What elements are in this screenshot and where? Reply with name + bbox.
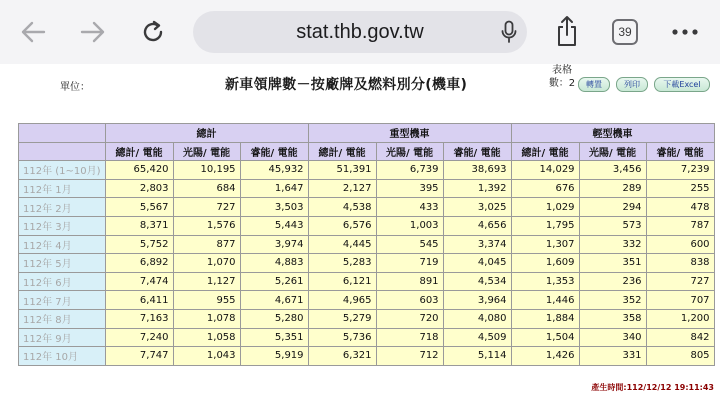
table-row (19, 161, 715, 180)
subcolumn-header: 總計/ 電能 (511, 142, 579, 161)
row-label: 112年 4月 (19, 235, 106, 254)
download-excel-button[interactable]: 下載Excel (654, 77, 710, 92)
subcolumn-header: 總計/ 電能 (105, 142, 173, 161)
back-arrow-icon[interactable] (18, 18, 48, 46)
data-cell: 1,609 (511, 254, 579, 273)
data-cell: 1,200 (646, 309, 714, 328)
data-cell: 1,127 (173, 272, 240, 291)
corner-cell (19, 142, 106, 161)
row-label: 112年 3月 (19, 216, 106, 235)
data-cell: 6,411 (105, 291, 173, 310)
data-cell: 45,932 (240, 161, 308, 180)
data-cell: 340 (579, 328, 646, 347)
row-label: 112年 (1~10月) (19, 161, 106, 180)
data-cell: 4,656 (443, 216, 511, 235)
more-icon[interactable] (670, 18, 700, 46)
data-cell: 1,353 (511, 272, 579, 291)
table-row (19, 254, 715, 273)
data-cell: 14,029 (511, 161, 579, 180)
data-cell: 5,283 (308, 254, 376, 273)
row-label: 112年 5月 (19, 254, 106, 273)
data-cell: 600 (646, 235, 714, 254)
data-cell: 712 (376, 347, 443, 366)
data-cell: 1,078 (173, 309, 240, 328)
group-header-row (19, 124, 715, 143)
data-cell: 5,261 (240, 272, 308, 291)
data-cell: 7,163 (105, 309, 173, 328)
data-cell: 6,739 (376, 161, 443, 180)
data-cell: 1,392 (443, 179, 511, 198)
table-row (19, 198, 715, 217)
data-cell: 395 (376, 179, 443, 198)
row-label: 112年 8月 (19, 309, 106, 328)
data-cell: 1,307 (511, 235, 579, 254)
tabs-icon[interactable]: 39 (612, 19, 638, 45)
data-cell: 5,736 (308, 328, 376, 347)
data-cell: 787 (646, 216, 714, 235)
data-cell: 5,280 (240, 309, 308, 328)
data-cell: 838 (646, 254, 714, 273)
table-row (19, 272, 715, 291)
data-cell: 4,045 (443, 254, 511, 273)
print-button[interactable]: 列印 (616, 77, 648, 92)
data-cell: 955 (173, 291, 240, 310)
corner-cell (19, 124, 106, 143)
data-cell: 1,029 (511, 198, 579, 217)
table-row (19, 291, 715, 310)
data-cell: 1,043 (173, 347, 240, 366)
data-cell: 1,795 (511, 216, 579, 235)
table-row (19, 179, 715, 198)
data-cell: 720 (376, 309, 443, 328)
data-cell: 289 (579, 179, 646, 198)
data-cell: 891 (376, 272, 443, 291)
data-cell: 3,456 (579, 161, 646, 180)
data-cell: 5,351 (240, 328, 308, 347)
data-cell: 719 (376, 254, 443, 273)
browser-toolbar (0, 0, 720, 64)
data-cell: 5,114 (443, 347, 511, 366)
data-cell: 1,884 (511, 309, 579, 328)
data-cell: 351 (579, 254, 646, 273)
row-label: 112年 9月 (19, 328, 106, 347)
data-cell: 8,371 (105, 216, 173, 235)
data-table (18, 123, 715, 366)
data-cell: 676 (511, 179, 579, 198)
data-cell: 1,446 (511, 291, 579, 310)
microphone-icon[interactable] (501, 20, 517, 48)
subcolumn-header: 光陽/ 電能 (376, 142, 443, 161)
url-text[interactable]: stat.thb.gov.tw (296, 21, 424, 43)
row-label: 112年 10月 (19, 347, 106, 366)
data-cell: 1,070 (173, 254, 240, 273)
table-row (19, 216, 715, 235)
data-cell: 5,567 (105, 198, 173, 217)
reload-icon[interactable] (138, 18, 168, 46)
data-cell: 332 (579, 235, 646, 254)
data-cell: 1,426 (511, 347, 579, 366)
table-row (19, 235, 715, 254)
data-cell: 573 (579, 216, 646, 235)
subcolumn-header: 睿能/ 電能 (646, 142, 714, 161)
subcolumn-header: 光陽/ 電能 (173, 142, 240, 161)
data-cell: 545 (376, 235, 443, 254)
data-cell: 4,883 (240, 254, 308, 273)
data-cell: 6,121 (308, 272, 376, 291)
data-cell: 6,576 (308, 216, 376, 235)
table-row (19, 309, 715, 328)
data-cell: 4,534 (443, 272, 511, 291)
group-header-light: 輕型機車 (511, 124, 714, 143)
row-label: 112年 7月 (19, 291, 106, 310)
data-cell: 727 (646, 272, 714, 291)
data-cell: 4,538 (308, 198, 376, 217)
forward-arrow-icon[interactable] (78, 18, 108, 46)
data-cell: 7,239 (646, 161, 714, 180)
data-cell: 5,919 (240, 347, 308, 366)
data-cell: 718 (376, 328, 443, 347)
table-row (19, 328, 715, 347)
data-cell: 352 (579, 291, 646, 310)
subcolumn-header-row (19, 142, 715, 161)
data-cell: 433 (376, 198, 443, 217)
row-label: 112年 2月 (19, 198, 106, 217)
data-cell: 1,647 (240, 179, 308, 198)
address-bar[interactable] (193, 11, 527, 53)
data-cell: 358 (579, 309, 646, 328)
row-label: 112年 6月 (19, 272, 106, 291)
data-cell: 38,693 (443, 161, 511, 180)
data-cell: 4,080 (443, 309, 511, 328)
transpose-button[interactable]: 轉置 (578, 77, 610, 92)
group-header-heavy: 重型機車 (308, 124, 511, 143)
data-cell: 5,443 (240, 216, 308, 235)
data-cell: 1,504 (511, 328, 579, 347)
data-cell: 877 (173, 235, 240, 254)
row-label: 112年 1月 (19, 179, 106, 198)
data-cell: 1,003 (376, 216, 443, 235)
data-cell: 1,576 (173, 216, 240, 235)
data-cell: 603 (376, 291, 443, 310)
data-cell: 3,374 (443, 235, 511, 254)
unit-label: 單位： (60, 82, 90, 93)
data-cell: 2,803 (105, 179, 173, 198)
subcolumn-header: 光陽/ 電能 (579, 142, 646, 161)
data-cell: 4,509 (443, 328, 511, 347)
data-cell: 727 (173, 198, 240, 217)
data-cell: 6,321 (308, 347, 376, 366)
group-header-total: 總計 (105, 124, 308, 143)
data-cell: 2,127 (308, 179, 376, 198)
data-cell: 7,240 (105, 328, 173, 347)
data-cell: 4,445 (308, 235, 376, 254)
data-cell: 294 (579, 198, 646, 217)
data-cell: 3,964 (443, 291, 511, 310)
share-icon[interactable] (552, 14, 582, 48)
data-cell: 236 (579, 272, 646, 291)
data-cell: 5,279 (308, 309, 376, 328)
table-body (19, 161, 715, 366)
data-cell: 684 (173, 179, 240, 198)
data-cell: 255 (646, 179, 714, 198)
subcolumn-header: 睿能/ 電能 (240, 142, 308, 161)
generated-time: 產生時間:112/12/12 19:11:43 (591, 383, 714, 392)
page-title: 新車領牌數－按廠牌及燃料別分(機車) (225, 77, 468, 93)
subcolumn-header: 總計/ 電能 (308, 142, 376, 161)
data-cell: 5,752 (105, 235, 173, 254)
table-count-label: 表格數：2 (548, 65, 576, 89)
data-cell: 478 (646, 198, 714, 217)
data-cell: 4,671 (240, 291, 308, 310)
data-cell: 1,058 (173, 328, 240, 347)
page-content (0, 64, 720, 405)
data-cell: 10,195 (173, 161, 240, 180)
subcolumn-header: 睿能/ 電能 (443, 142, 511, 161)
data-cell: 3,974 (240, 235, 308, 254)
data-cell: 65,420 (105, 161, 173, 180)
data-cell: 331 (579, 347, 646, 366)
data-cell: 3,503 (240, 198, 308, 217)
table-row (19, 347, 715, 366)
data-cell: 805 (646, 347, 714, 366)
data-cell: 7,747 (105, 347, 173, 366)
data-cell: 707 (646, 291, 714, 310)
data-cell: 842 (646, 328, 714, 347)
data-cell: 7,474 (105, 272, 173, 291)
data-cell: 51,391 (308, 161, 376, 180)
data-cell: 3,025 (443, 198, 511, 217)
data-cell: 4,965 (308, 291, 376, 310)
data-cell: 6,892 (105, 254, 173, 273)
